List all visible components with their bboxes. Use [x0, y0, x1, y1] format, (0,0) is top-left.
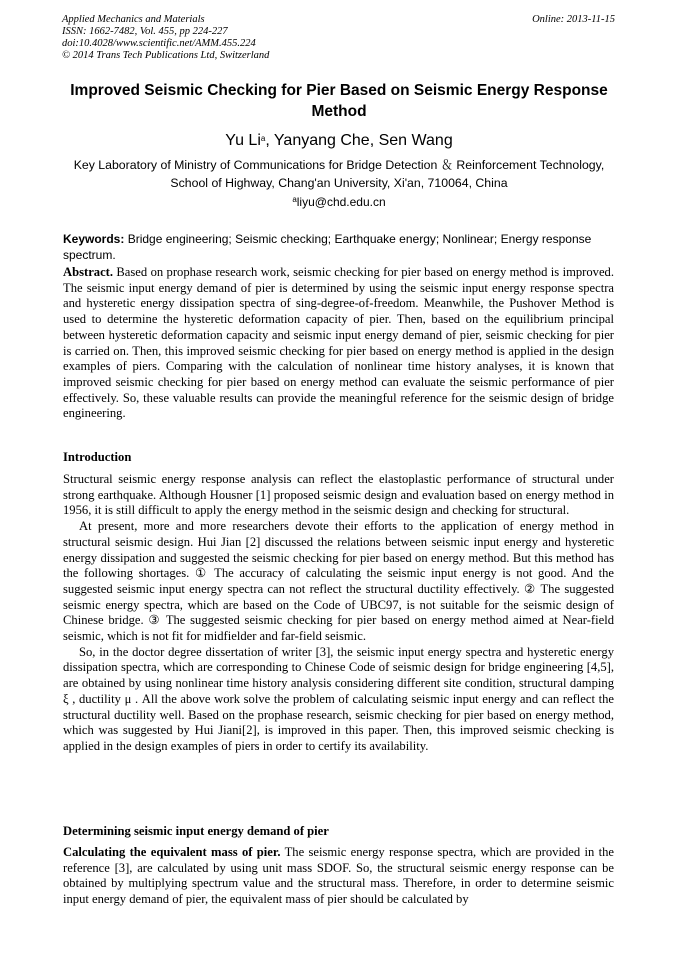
journal-name: Applied Mechanics and Materials: [62, 14, 205, 25]
doi-line: doi:10.4028/www.scientific.net/AMM.455.224: [62, 38, 256, 49]
issn-line: ISSN: 1662-7482, Vol. 455, pp 224-227: [62, 26, 228, 37]
introduction-body: [63, 472, 614, 755]
introduction-heading: Introduction: [63, 450, 132, 464]
online-date: Online: 2013-11-15: [532, 14, 615, 25]
paragraph-text: The seismic energy response spectra, which are provided in the reference [3], are calculated by using unit mass SDOF. So, the structural seismic energy response can be obtained by multiplying spectrum value and the structural mass. Therefore, in order to determine seismic input energy demand of pier, the equivalent mass of pier should be calculated by: [63, 845, 614, 907]
paper-title: Improved Seismic Checking for Pier Based on Seismic Energy Response Method: [70, 82, 608, 120]
email-address: liyu@chd.edu.cn: [296, 195, 386, 209]
section-heading: Determining seismic input energy demand of pier: [63, 824, 329, 838]
abstract-label: Abstract.: [63, 265, 114, 279]
keywords-text: Bridge engineering; Seismic checking; Earthquake energy; Nonlinear; Energy response spectrum.: [63, 232, 592, 262]
abstract-text: Based on prophase research work, seismic checking for pier based on energy method is improved. The seismic input energy demand of pier is determined by using the seismic input energy response spectra and hysteretic energy dissipation spectra of sing-degree-of-freedom. Meanwhile, the Pushover Method is used to determine the hysteretic deformation capacity of pier. Then, based on the equilibrium principal between hysteretic deformation capacity and seismic input energy demand of pier, seismic checking for pier is carried on. Then, this improved seismic checking for pier based on energy method is applied in the design examples of piers. Comparing with the calculation of nonlinear time history analyses, it is known that improved seismic checking for pier based on energy method can evaluate the seismic performance of pier effectively. So, these valuable results can provide the meaningful reference for the seismic design of bridge engineering.: [63, 265, 614, 421]
keywords-label: Keywords:: [63, 232, 125, 246]
abstract: [63, 265, 614, 422]
author-list: [0, 131, 678, 151]
intro-paragraph: So, in the doctor degree dissertation of writer [3], the seismic input energy spectra and hysteretic energy dissipation spectra, which are corresponding to Chinese Code of seismic design for bridge engineering [4,5], are obtained by using nonlinear time history analysis considering different site condition, structural damping ξ , ductility μ . All the above work solve the problem of calculating seismic input energy and can reflect the structural ductility well. Based on the prophase research, seismic checking for pier based on energy method, which was suggested by Hui Jiani[2], is improved in this paper. Then, this improved seismic checking is applied in the design examples of piers in order to certify its availability.: [63, 644, 614, 753]
journal-header: [62, 14, 615, 62]
author-first: Yu Li: [225, 132, 261, 149]
paragraph-lead: Calculating the equivalent mass of pier.: [63, 845, 281, 859]
section-body: [63, 845, 614, 908]
keywords: [63, 231, 614, 263]
intro-paragraph: Structural seismic energy response analysis can reflect the elastoplastic performance of structural under strong earthquake. Although Housner [1] proposed seismic design and evaluation based on energy method in 1956, it is still difficult to apply the energy method in the seismic design and checking for structural.: [63, 472, 614, 518]
copyright-line: © 2014 Trans Tech Publications Ltd, Switzerland: [62, 50, 270, 61]
intro-paragraph: At present, more and more researchers devote their efforts to the application of energy method in structural seismic design. Hui Jian [2] discussed the relations between seismic input energy and hysteretic energy dissipation and suggested the seismic checking for pier based on energy method. But this method has the following shortages. ① The accuracy of calculating the seismic input energy is not good. And the suggested seismic input energy spectra can not reflect the structural ductility effectively. ② The suggested seismic energy spectra, which are based on the Code of UBC97, is not suitable for the seismic design of Chinese bridge. ③ The suggested seismic checking for pier based on energy method aimed at Near-field seismic, which is not fit for midfielder and far-field seismic.: [63, 519, 614, 644]
author-first-sup: a: [260, 134, 266, 143]
affiliation: Key Laboratory of Ministry of Communications for Bridge Detection ＆ Reinforcement Technology, School of Highway, Chang'an University, Xi'an, 710064, China: [73, 158, 605, 190]
section-paragraph: [63, 845, 614, 908]
author-email: [0, 195, 678, 210]
author-rest: , Yanyang Che, Sen Wang: [265, 132, 453, 149]
email-sup: a: [292, 195, 297, 204]
